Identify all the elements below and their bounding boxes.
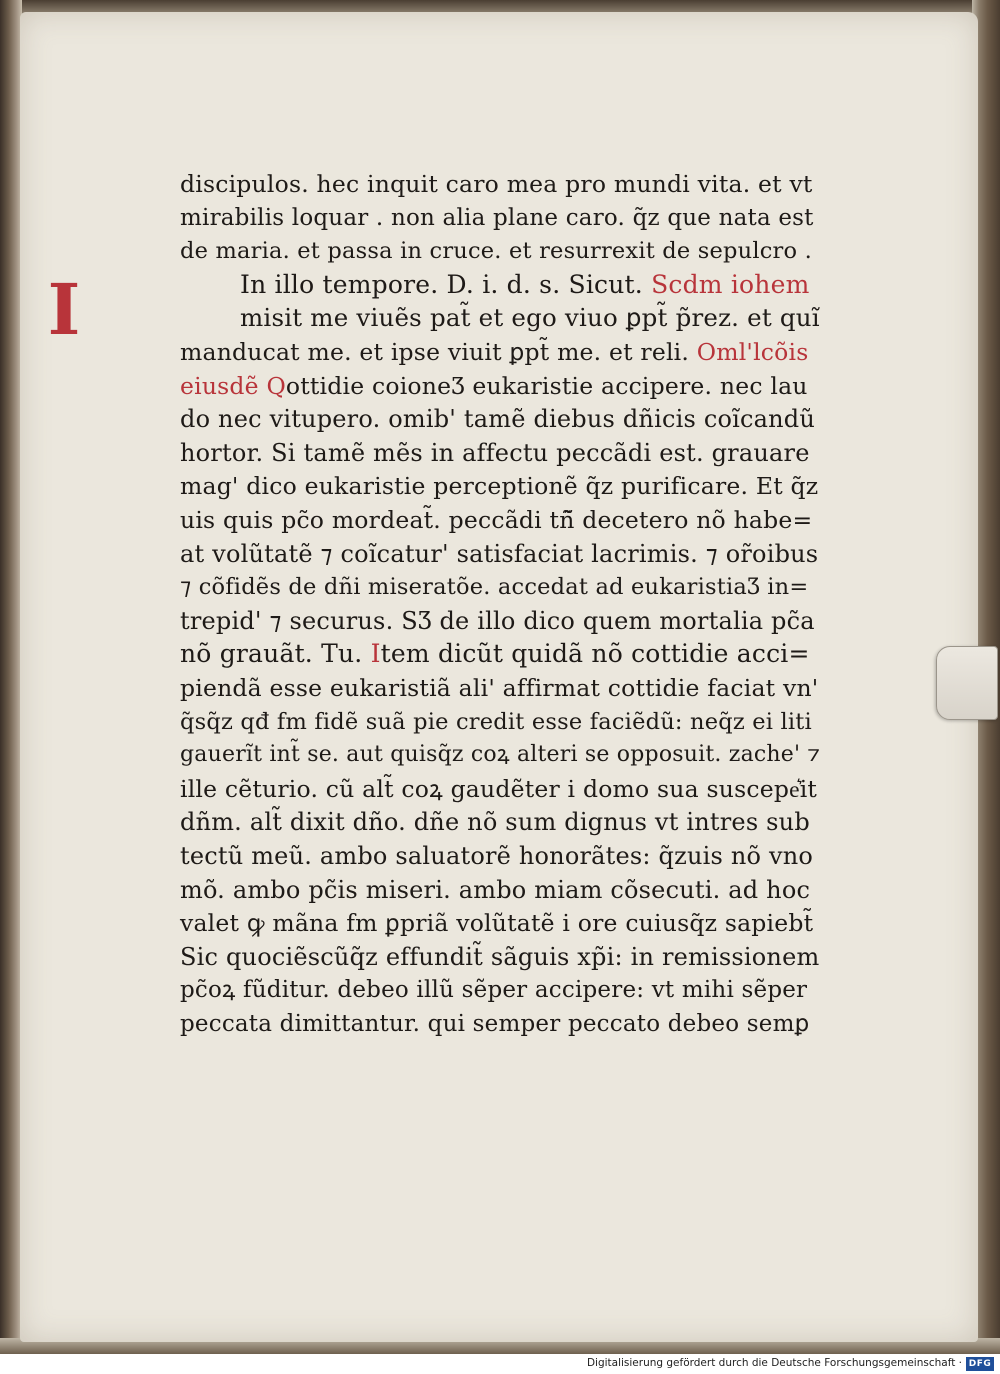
text-line (180, 201, 814, 235)
text-line (180, 402, 815, 436)
text-line (180, 705, 812, 739)
line-text: nõ grauãt. Tu. (180, 639, 371, 669)
line-text: ille cẽturio. cũ alt̃ coꝝ gaudẽter i domo sua suscepe͛it (180, 774, 818, 803)
text-line (180, 436, 810, 470)
line-text: q̃sq̃z qđ fm fidẽ suã pie credit esse faciẽdũ: neq̃z ei liti (180, 708, 812, 735)
text-line (180, 604, 815, 638)
line-text: tectũ meũ. ambo saluatorẽ honorãtes: q̃zuis nõ vno (180, 842, 814, 870)
line-text: discipulos. hec inquit caro mea pro mundi vita. et vt (180, 170, 813, 198)
text-line (180, 570, 808, 604)
rubric-text: Scdm iohem (651, 269, 810, 299)
page-text (180, 167, 820, 1087)
line-text: do nec vitupero. omib' tamẽ diebus dñicis coĩcandũ (180, 405, 816, 434)
text-line (180, 805, 810, 839)
text-line (180, 469, 818, 503)
text-line (180, 906, 813, 940)
text-line (180, 772, 817, 806)
line-text: manducat me. et ipse viuit ꝑpt̃ me. et reli. (180, 338, 697, 366)
line-text: In illo tempore. D. i. d. s. Sicut. (240, 269, 652, 299)
text-line (180, 637, 810, 671)
line-text: tem dicũt quidã nõ cottidie acci= (380, 639, 810, 669)
text-line (180, 738, 820, 772)
text-line (180, 671, 818, 705)
line-text: at volũtatẽ ⁊ coĩcatur' satisfaciat lacrimis. ⁊ or̃oibus (180, 539, 819, 568)
book-binding (0, 0, 22, 1354)
page-clip (936, 646, 998, 720)
book-page (20, 12, 978, 1342)
text-line (180, 839, 813, 873)
line-text: hortor. Si tamẽ mẽs in affectu peccãdi est. grauare (180, 438, 810, 467)
funding-credit: Digitalisierung gefördert durch die Deutsche Forschungsgemeinschaft · (586, 1357, 962, 1369)
rubric-text: Q (266, 371, 286, 400)
text-line (180, 369, 808, 403)
rubric-text: Oml'lcõis (696, 338, 809, 366)
text-line (180, 873, 810, 907)
line-text: pc̃oꝝ fũditur. debeo illũ sẽper accipere: vt mihi sẽper (180, 977, 808, 1004)
rubric-text: I (370, 639, 381, 669)
text-line (180, 335, 808, 369)
text-line (240, 268, 810, 302)
text-line (180, 503, 812, 537)
rubric-text: eiusdẽ (180, 371, 267, 400)
line-text: mõ. ambo pc̃is miseri. ambo miam cõsecuti. ad hoc (180, 875, 811, 904)
text-line (240, 301, 820, 335)
line-text: ottidie coioneƷ eukaristie accipere. nec lau (285, 371, 808, 400)
dfg-logo: DFG (966, 1357, 994, 1371)
line-text: trepid' ⁊ securus. SƷ de illo dico quem mortalia pc̃a (180, 606, 815, 635)
line-text: dñm. alt̃ dixit dño. dñe nõ sum dignus vt intres sub (180, 808, 810, 837)
line-text: mag' dico eukaristie perceptionẽ q̃z purificare. Et q̃z (180, 472, 819, 501)
line-text: piendã esse eukaristiã ali' affirmat cottidie faciat vn' (180, 674, 819, 702)
line-text: Sic quociẽscũq̃z effundit̃ sãguis xp̃i: in remissionem (180, 942, 820, 971)
text-line (180, 1007, 809, 1041)
text-line (180, 167, 813, 201)
footer-bar (0, 1354, 1000, 1374)
line-text: peccata dimittantur. qui semper peccato debeo semꝑ (180, 1011, 810, 1037)
line-text: mirabilis loquar . non alia plane caro. q̃z que nata est (180, 204, 814, 231)
line-text: ⁊ cõfidẽs de dñi miseratõe. accedat ad eukaristiaƷ in= (180, 574, 809, 601)
line-text: gauerĩt int̃ se. aut quisq̃z coꝝ alteri se opposuit. zache' ⁊ (180, 742, 821, 768)
line-text: uis quis pc̃o mordeat̃. peccãdi tñ̃ decetero nõ habe= (180, 506, 813, 534)
text-line (180, 537, 818, 571)
text-line (180, 940, 819, 974)
decorated-initial: I (47, 268, 81, 351)
line-text: valet ꝙ mãna fm ꝑpriã volũtatẽ i ore cuiusq̃z sapiebt̃ (180, 909, 814, 938)
text-line (180, 234, 812, 268)
text-line (180, 973, 807, 1007)
line-text: misit me viuẽs pat̃ et ego viuo ꝑpt̃ p̃rez. et quĩ (240, 303, 820, 333)
line-text: de maria. et passa in cruce. et resurrexit de sepulcro . (180, 238, 812, 265)
